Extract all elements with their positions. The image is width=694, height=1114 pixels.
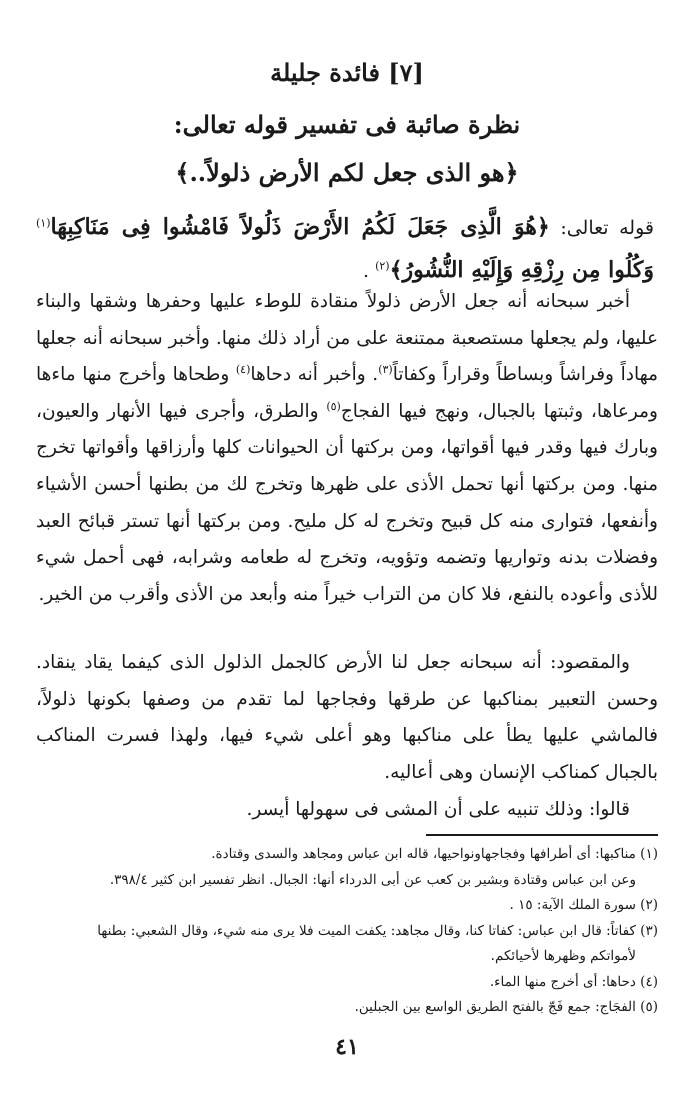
footnote-ref-4: (٤) (235, 363, 251, 377)
footnotes (36, 842, 658, 1021)
section-subtitle: نظرة صائبة فى تفسير قوله تعالى: (173, 110, 521, 139)
footnote-ref-1: (١) (36, 216, 51, 230)
quran-text-part1: ﴿هُوَ الَّذِى جَعَلَ لَكُمُ الأَرْضَ ذَلُولاً فَامْشُوا فِى مَنَاكِبِهَا (50, 214, 550, 240)
verse-quotation (36, 206, 654, 292)
section-number-title: [٧] فائدة جليلة (270, 58, 424, 87)
verse-lead: قوله تعالى: (549, 217, 654, 239)
paragraph-1-part2: . وأخبر أنه دحاها (250, 364, 379, 386)
page-number: ٤١ (335, 1034, 359, 1060)
footnote-ref-3: (٣) (378, 363, 393, 377)
footnote-ref-2: (٢) (375, 259, 390, 273)
footnote-3-continued: لأمواتكم وظهرها لأحيائكم. (490, 948, 636, 964)
verse-end: . (362, 260, 376, 282)
verse-title: ﴿هو الذى جعل لكم الأرض ذلولاً..﴾ (175, 158, 519, 187)
footnote-1-continued: وعن ابن عباس وقتادة وبشير بن كعب عن أبى الدرداء أنها: الجبال. انظر تفسير ابن كثير ٣٩٨/٤. (109, 871, 636, 888)
paragraph-1-part4: والطرق، وأجرى فيها الأنهار والعيون، وبارك فيها وقدر فيها أقواتها، ومن بركتها أن الحيوانات كلها وأرزاقها وأقواتها تخرج منها. ومن بركتها أنها تحمل الأذى على ظهرها وتخرج لك من بطنها أحسن الأشياء وأنفعها، فتوارى منه كل قبيح وتخرج له كل مليح. ومن بركتها أنها تستر قبائح العبد وفضلات بدنه وتواريها وتضمه وتؤويه، وتخرج له طعامه وشرابه، فهى أحمل شيء للأذى وأعوده بالنفع، فلا كان من التراب خيراً منه وأبعد من الأذى وأقرب من الخير. (36, 400, 658, 605)
paragraph-2 (36, 645, 658, 791)
footnote-5: (٥) الفجَاج: جمع فَجّ بالفتح الطريق الواسع بين الجبلين. (354, 999, 658, 1015)
footnote-4: (٤) دحاها: أى أخرج منها الماء. (489, 973, 658, 990)
footnote-1: (١) مناكبها: أى أطرافها وفجاجهاونواحيها، قاله ابن عباس ومجاهد والسدى وقتادة. (211, 846, 658, 862)
footnote-separator (426, 834, 658, 836)
paragraph-1-part3: وطحاها وأخرج منها ماءها ومرعاها، وثبتها بالجبال، ونهج فيها الفجاج (36, 364, 658, 422)
paragraph-2-text: والمقصود: أنه سبحانه جعل لنا الأرض كالجمل الذلول الذى كيفما يقاد ينقاد. وحسن التعبير بمناكبها عن طرقها وفجاجها لما تقدم من وصفها بكونها ذلولاً، فالماشي عليها يطأ على مناكبها وهو أعلى شيء فيها، ولهذا فسرت المناكب بالجبال كمناكب الإنسان وهى أعاليه. (36, 652, 658, 783)
paragraph-1-part1: أخبر سبحانه أنه جعل الأرض ذلولاً منقادة للوطء عليها وحفرها وشقها والبناء عليها، ولم يجعلها مستصعبة ممتنعة على من أراد ذلك منها. وأخبر سبحانه أنه جعلها مهاداً وفراشاً وبساطاً وقراراً وكفاتاً (36, 291, 659, 386)
paragraph-3-text: قالوا: وذلك تنبيه على أن المشى فى سهولها أيسر. (246, 799, 630, 820)
footnote-2: (٢) سورة الملك الآية: ١٥ . (509, 897, 658, 913)
paragraph-1 (36, 284, 658, 613)
footnote-3: (٣) كفاتاً: قال ابن عباس: كفاتا كنا، وقال مجاهد: يكفت الميت فلا يرى منه شيء، وقال الشعبي: بطنها (97, 922, 658, 939)
paragraph-3 (36, 792, 658, 829)
footnote-ref-5: (٥) (326, 399, 341, 413)
quran-text-part2: وَكُلُوا مِن رِزْقِهِ وَإِلَيْهِ النُّشُورُ﴾ (389, 257, 654, 283)
